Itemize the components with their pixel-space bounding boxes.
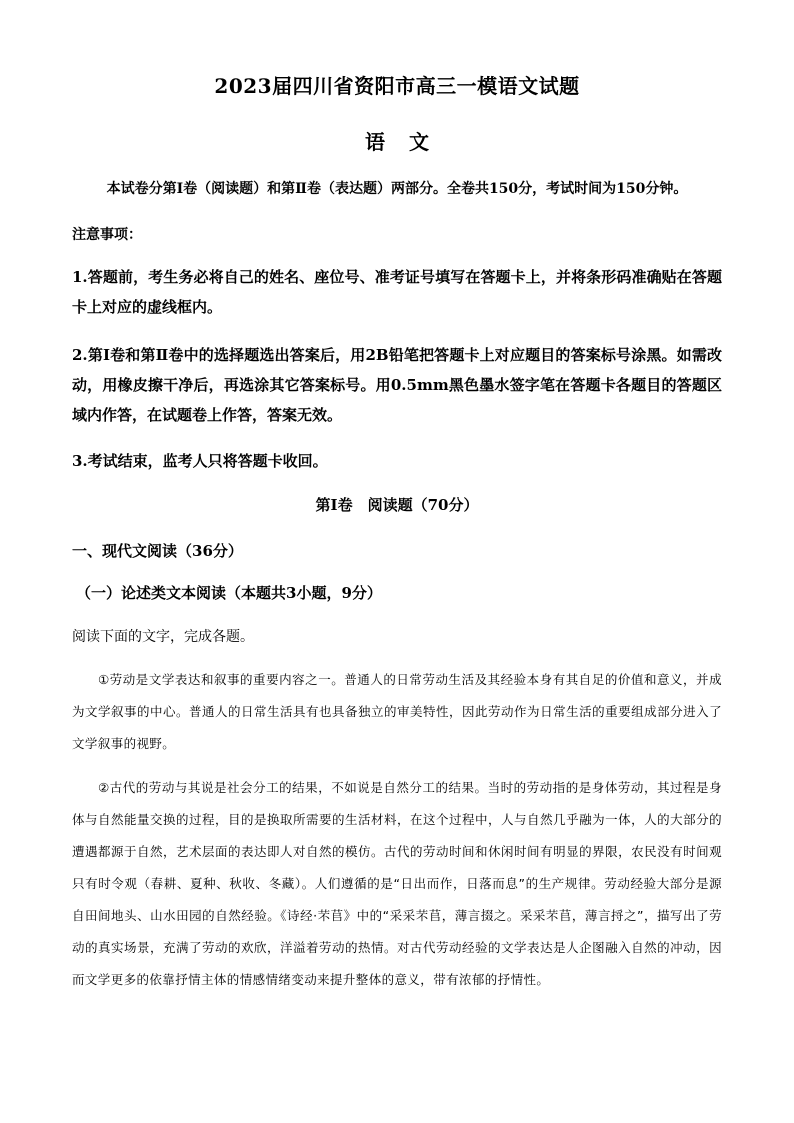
section-heading: 第Ⅰ卷 阅读题（70分） (315, 496, 479, 514)
sub-heading: （一）论述类文本阅读（本题共3小题，9分） (76, 584, 382, 602)
document-title: 2023届四川省资阳市高三一模语文试题 (214, 74, 580, 98)
passage-paragraph-2: ②古代的劳动与其说是社会分工的结果，不如说是自然分工的结果。当时的劳动指的是身体劳动，其过程是身体与自然能量交换的过程，目的是换取所需要的生活材料，在这个过程中，人与自然几乎融为一体，人的大部分的遭遇都源于自然，艺术层面的表达即人对自然的模仿。古代的劳动时间和休闲时间有明显的界限，农民没有时间观只有时令观（春耕、夏种、秋收、冬藏）。人们遵循的是“日出而作，日落而息”的生产规律。劳动经验大部分是源自田间地头、山水田园的自然经验。《诗经·芣苢》中的“采采芣苢，薄言掇之。采采芣苢，薄言捋之”，描写出了劳动的真实场景，充满了劳动的欢欣，洋溢着劳动的热情。对古代劳动经验的文学表达是人企图融入自然的冲动，因而文学更多的依靠抒情主体的情感情绪变动来提升整体的意义，带有浓郁的抒情性。 (72, 780, 722, 987)
subject-heading: 语文 (365, 130, 453, 154)
reading-instruction: 阅读下面的文字，完成各题。 (72, 629, 254, 645)
passage-paragraph-1: ①劳动是文学表达和叙事的重要内容之一。普通人的日常劳动生活及其经验本身有其自足的价值和意义，并成为文学叙事的中心。普通人的日常生活具有也具备独立的审美特性，因此劳动作为日常生活的重要组成部分进入了文学叙事的视野。 (72, 672, 722, 751)
part-heading: 一、现代文阅读（36分） (72, 542, 243, 560)
notice-heading: 注意事项： (72, 227, 142, 243)
notice-item-2: 2.第Ⅰ卷和第Ⅱ卷中的选择题选出答案后，用2B铅笔把答题卡上对应题目的答案标号涂黑。如需改动，用橡皮擦干净后，再选涂其它答案标号。用0.5mm黑色墨水签字笔在答题卡各题目的答题区域内作答，在试题卷上作答，答案无效。 (72, 346, 722, 424)
exam-intro: 本试卷分第Ⅰ卷（阅读题）和第Ⅱ卷（表达题）两部分。全卷共150分，考试时间为150分钟。 (106, 181, 688, 197)
notice-item-3: 3.考试结束，监考人只将答题卡收回。 (72, 452, 328, 470)
notice-item-1: 1.答题前，考生务必将自己的姓名、座位号、准考证号填写在答题卡上，并将条形码准确贴在答题卡上对应的虚线框内。 (72, 268, 722, 316)
